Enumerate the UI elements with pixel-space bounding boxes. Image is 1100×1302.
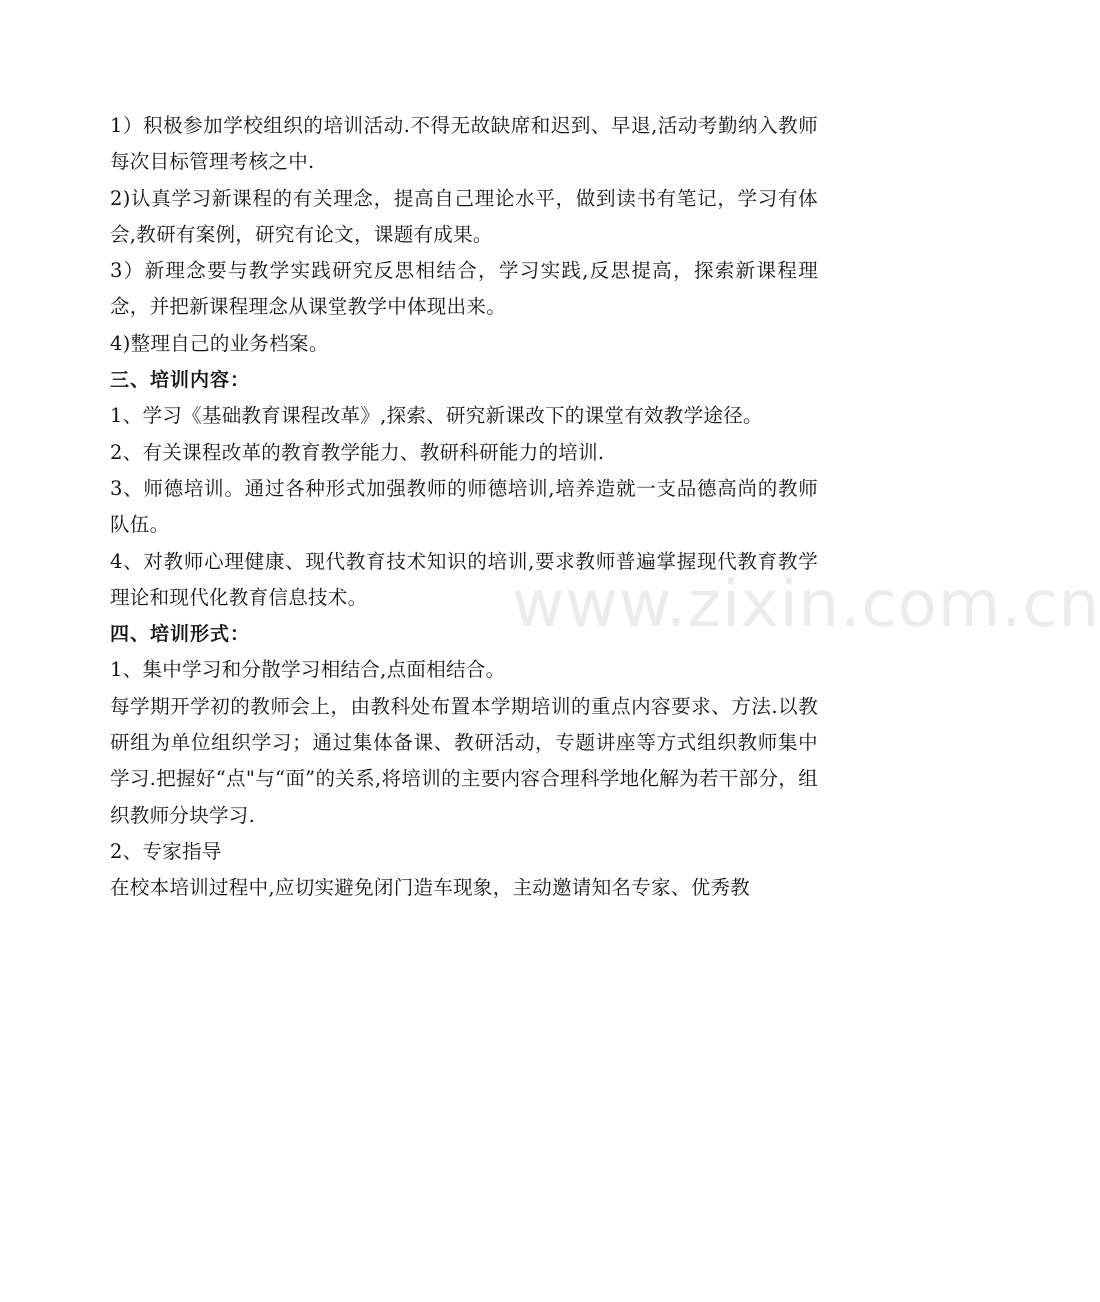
paragraph-4: 4)整理自己的业务档案。 [110, 331, 329, 355]
paragraph-2: 2)认真学习新课程的有关理念，提高自己理论水平，做到读书有笔记，学习有体会,教研有案例，研究有论文，课题有成果。 [110, 186, 818, 246]
paragraph-7: 2、有关课程改革的教育教学能力、教研科研能力的培训. [110, 440, 605, 464]
document-body [110, 108, 818, 907]
paragraph-9: 4、对教师心理健康、现代教育技术知识的培训,要求教师普遍掌握现代教育教学理论和现代化教育信息技术。 [110, 549, 818, 609]
paragraph-3: 3）新理念要与教学实践研究反思相结合，学习实践,反思提高，探索新课程理念，并把新课程理念从课堂教学中体现出来。 [110, 259, 818, 319]
paragraph-13: 2、专家指导 [110, 839, 222, 863]
paragraph-14: 在校本培训过程中,应切实避免闭门造车现象，主动邀请知名专家、优秀教 [110, 876, 751, 900]
section-heading-training-content: 三、培训内容： [110, 369, 251, 392]
paragraph-6: 1、学习《基础教育课程改革》,探索、研究新课改下的课堂有效教学途径。 [110, 404, 763, 428]
paragraph-8: 3、师德培训。通过各种形式加强教师的师德培训,培养造就一支品德高尚的教师队伍。 [110, 476, 818, 537]
paragraph-12: 每学期开学初的教师会上，由教科处布置本学期培训的重点内容要求、方法.以教研组为单位组织学习；通过集体备课、教研活动，专题讲座等方式组织教师集中学习.把握好“点"与“面”的关系,将培训的主要内容合理科学地化解为若干部分，组织教师分块学习. [110, 694, 818, 827]
section-heading-training-form: 四、培训形式： [110, 623, 251, 646]
paragraph-11: 1、集中学习和分散学习相结合,点面相结合。 [110, 658, 506, 682]
paragraph-1: 1）积极参加学校组织的培训活动.不得无故缺席和迟到、早退,活动考勤纳入教师每次目标管理考核之中. [110, 114, 818, 174]
watermark: www.zixin.com.cn [512, 568, 1100, 642]
